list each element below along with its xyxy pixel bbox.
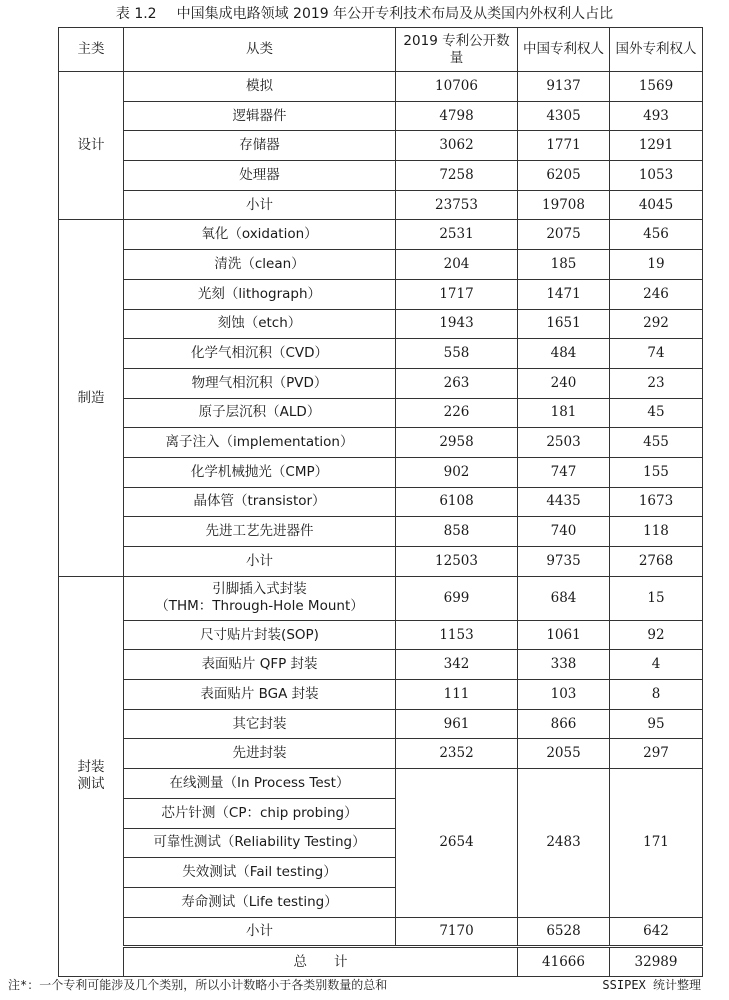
subtotal-row bbox=[59, 917, 703, 947]
table-row bbox=[59, 769, 703, 799]
foreign-cell: 74 bbox=[610, 339, 703, 369]
cn-cell: 684 bbox=[518, 576, 610, 620]
foreign-cell: 297 bbox=[610, 739, 703, 769]
count-cell: 2958 bbox=[396, 428, 518, 458]
subcategory-name: 原子层沉积（ALD） bbox=[124, 398, 396, 428]
table-row bbox=[59, 739, 703, 769]
header-sub-category: 从类 bbox=[124, 28, 396, 72]
foreign-cell: 456 bbox=[610, 220, 703, 250]
foreign-cell: 4 bbox=[610, 650, 703, 680]
table-row bbox=[59, 72, 703, 102]
subcategory-name: 处理器 bbox=[124, 161, 396, 191]
table-row bbox=[59, 309, 703, 339]
count-cell: 263 bbox=[396, 368, 518, 398]
cn-cell: 19708 bbox=[518, 190, 610, 220]
foreign-cell: 118 bbox=[610, 517, 703, 547]
subcategory-name: 物理气相沉积（PVD） bbox=[124, 368, 396, 398]
category-label-line1: 封装 bbox=[77, 759, 105, 776]
table-row bbox=[59, 428, 703, 458]
count-cell: 12503 bbox=[396, 547, 518, 577]
category-design: 设计 bbox=[59, 72, 124, 220]
table-row bbox=[59, 620, 703, 650]
table-row bbox=[59, 487, 703, 517]
count-cell: 699 bbox=[396, 576, 518, 620]
count-cell: 902 bbox=[396, 457, 518, 487]
subtotal-label: 小计 bbox=[124, 190, 396, 220]
cn-cell: 2075 bbox=[518, 220, 610, 250]
caption-title: 中国集成电路领域 2019 年公开专利技术布局及从类国内外权利人占比 bbox=[176, 6, 614, 22]
category-label-line2: 测试 bbox=[77, 776, 105, 793]
table-row bbox=[59, 680, 703, 710]
subcategory-name: 先进工艺先进器件 bbox=[124, 517, 396, 547]
test-name: 可靠性测试（Reliability Testing） bbox=[124, 828, 396, 858]
table-row bbox=[59, 398, 703, 428]
count-cell: 2531 bbox=[396, 220, 518, 250]
subcategory-name: 刻蚀（etch） bbox=[124, 309, 396, 339]
count-cell: 4798 bbox=[396, 101, 518, 131]
subcategory-name: 清洗（clean） bbox=[124, 250, 396, 280]
cn-cell: 6528 bbox=[518, 917, 610, 947]
cn-cell: 1061 bbox=[518, 620, 610, 650]
table-row bbox=[59, 220, 703, 250]
total-row bbox=[59, 947, 703, 977]
category-packaging-testing bbox=[59, 576, 124, 976]
foreign-cell: 493 bbox=[610, 101, 703, 131]
table-row bbox=[59, 650, 703, 680]
foreign-cell: 246 bbox=[610, 279, 703, 309]
subcategory-name: 化学气相沉积（CVD） bbox=[124, 339, 396, 369]
table-row bbox=[59, 250, 703, 280]
count-cell: 111 bbox=[396, 680, 518, 710]
count-cell: 7170 bbox=[396, 917, 518, 947]
subtotal-label: 小计 bbox=[124, 547, 396, 577]
foreign-cell: 95 bbox=[610, 709, 703, 739]
count-cell: 2654 bbox=[396, 769, 518, 917]
count-cell: 858 bbox=[396, 517, 518, 547]
cn-cell: 338 bbox=[518, 650, 610, 680]
patent-table bbox=[58, 27, 703, 977]
table-row bbox=[59, 709, 703, 739]
subcategory-name: 表面贴片 QFP 封装 bbox=[124, 650, 396, 680]
subcategory-name: 化学机械抛光（CMP） bbox=[124, 457, 396, 487]
total-label: 总 计 bbox=[124, 947, 518, 977]
cn-cell: 4305 bbox=[518, 101, 610, 131]
count-cell: 558 bbox=[396, 339, 518, 369]
footnote-source: SSIPEX 统计整理 bbox=[602, 978, 701, 992]
subcategory-name: 晶体管（transistor） bbox=[124, 487, 396, 517]
foreign-cell: 1673 bbox=[610, 487, 703, 517]
subcategory-name: 模拟 bbox=[124, 72, 396, 102]
foreign-cell: 2768 bbox=[610, 547, 703, 577]
test-name: 寿命测试（Life testing） bbox=[124, 887, 396, 917]
foreign-cell: 4045 bbox=[610, 190, 703, 220]
cn-cell: 6205 bbox=[518, 161, 610, 191]
foreign-cell: 171 bbox=[610, 769, 703, 917]
subcategory-name: 存储器 bbox=[124, 131, 396, 161]
cn-cell: 1771 bbox=[518, 131, 610, 161]
foreign-cell: 8 bbox=[610, 680, 703, 710]
count-cell: 7258 bbox=[396, 161, 518, 191]
table-row bbox=[59, 339, 703, 369]
header-row bbox=[59, 28, 703, 72]
foreign-cell: 1569 bbox=[610, 72, 703, 102]
foreign-cell: 15 bbox=[610, 576, 703, 620]
foreign-cell: 23 bbox=[610, 368, 703, 398]
foreign-cell: 455 bbox=[610, 428, 703, 458]
subcategory-name: 离子注入（implementation） bbox=[124, 428, 396, 458]
foreign-cell: 1291 bbox=[610, 131, 703, 161]
cn-cell: 181 bbox=[518, 398, 610, 428]
count-cell: 23753 bbox=[396, 190, 518, 220]
table-row bbox=[59, 457, 703, 487]
subcategory-name: 其它封装 bbox=[124, 709, 396, 739]
count-cell: 1717 bbox=[396, 279, 518, 309]
table-row bbox=[59, 576, 703, 620]
count-cell: 961 bbox=[396, 709, 518, 739]
foreign-cell: 45 bbox=[610, 398, 703, 428]
cn-cell: 2483 bbox=[518, 769, 610, 917]
subcategory-name bbox=[124, 576, 396, 620]
foreign-cell: 1053 bbox=[610, 161, 703, 191]
cn-cell: 240 bbox=[518, 368, 610, 398]
test-name: 芯片针测（CP：chip probing） bbox=[124, 798, 396, 828]
cn-cell: 1651 bbox=[518, 309, 610, 339]
cn-cell: 866 bbox=[518, 709, 610, 739]
subcategory-name: 逻辑器件 bbox=[124, 101, 396, 131]
foreign-cell: 155 bbox=[610, 457, 703, 487]
foreign-cell: 642 bbox=[610, 917, 703, 947]
cn-cell: 32989 bbox=[610, 947, 703, 977]
cn-cell: 484 bbox=[518, 339, 610, 369]
subcategory-name: 先进封装 bbox=[124, 739, 396, 769]
count-cell: 1153 bbox=[396, 620, 518, 650]
cn-cell: 740 bbox=[518, 517, 610, 547]
table-row bbox=[59, 368, 703, 398]
subcategory-name: 光刻（lithograph） bbox=[124, 279, 396, 309]
subtotal-label: 小计 bbox=[124, 917, 396, 947]
count-cell: 342 bbox=[396, 650, 518, 680]
tht-name-line2: （THM：Through-Hole Mount） bbox=[155, 598, 364, 615]
count-cell: 3062 bbox=[396, 131, 518, 161]
table-row bbox=[59, 131, 703, 161]
count-cell: 10706 bbox=[396, 72, 518, 102]
subcategory-name: 表面贴片 BGA 封装 bbox=[124, 680, 396, 710]
foreign-cell: 19 bbox=[610, 250, 703, 280]
cn-cell: 103 bbox=[518, 680, 610, 710]
count-cell: 204 bbox=[396, 250, 518, 280]
foreign-cell: 92 bbox=[610, 620, 703, 650]
count-cell: 226 bbox=[396, 398, 518, 428]
cn-cell: 1471 bbox=[518, 279, 610, 309]
subcategory-name: 氧化（oxidation） bbox=[124, 220, 396, 250]
cn-cell: 9137 bbox=[518, 72, 610, 102]
tht-name-line1: 引脚插入式封装 bbox=[212, 581, 307, 598]
count-cell: 6108 bbox=[396, 487, 518, 517]
category-manufacturing: 制造 bbox=[59, 220, 124, 576]
table-caption bbox=[0, 2, 729, 26]
table-row bbox=[59, 101, 703, 131]
subtotal-row bbox=[59, 190, 703, 220]
header-cn-holders: 中国专利权人 bbox=[518, 28, 610, 72]
subtotal-row bbox=[59, 547, 703, 577]
header-main-category: 主类 bbox=[59, 28, 124, 72]
footnote-note: 注*：一个专利可能涉及几个类别，所以小计数略小于各类别数量的总和 bbox=[8, 978, 388, 992]
count-cell: 2352 bbox=[396, 739, 518, 769]
cn-cell: 747 bbox=[518, 457, 610, 487]
table-row bbox=[59, 279, 703, 309]
test-name: 在线测量（In Process Test） bbox=[124, 769, 396, 799]
cn-cell: 4435 bbox=[518, 487, 610, 517]
cn-cell: 2055 bbox=[518, 739, 610, 769]
cn-cell: 185 bbox=[518, 250, 610, 280]
count-cell: 1943 bbox=[396, 309, 518, 339]
test-name: 失效测试（Fail testing） bbox=[124, 858, 396, 888]
cn-cell: 9735 bbox=[518, 547, 610, 577]
caption-number: 表 1.2 bbox=[115, 6, 157, 22]
header-foreign-holders: 国外专利权人 bbox=[610, 28, 703, 72]
footnote bbox=[8, 975, 713, 995]
foreign-cell: 292 bbox=[610, 309, 703, 339]
cn-cell: 2503 bbox=[518, 428, 610, 458]
subcategory-name: 尺寸贴片封装(SOP) bbox=[124, 620, 396, 650]
table-row bbox=[59, 161, 703, 191]
count-cell: 41666 bbox=[518, 947, 610, 977]
header-count: 2019 专利公开数量 bbox=[396, 28, 518, 72]
table-row bbox=[59, 517, 703, 547]
